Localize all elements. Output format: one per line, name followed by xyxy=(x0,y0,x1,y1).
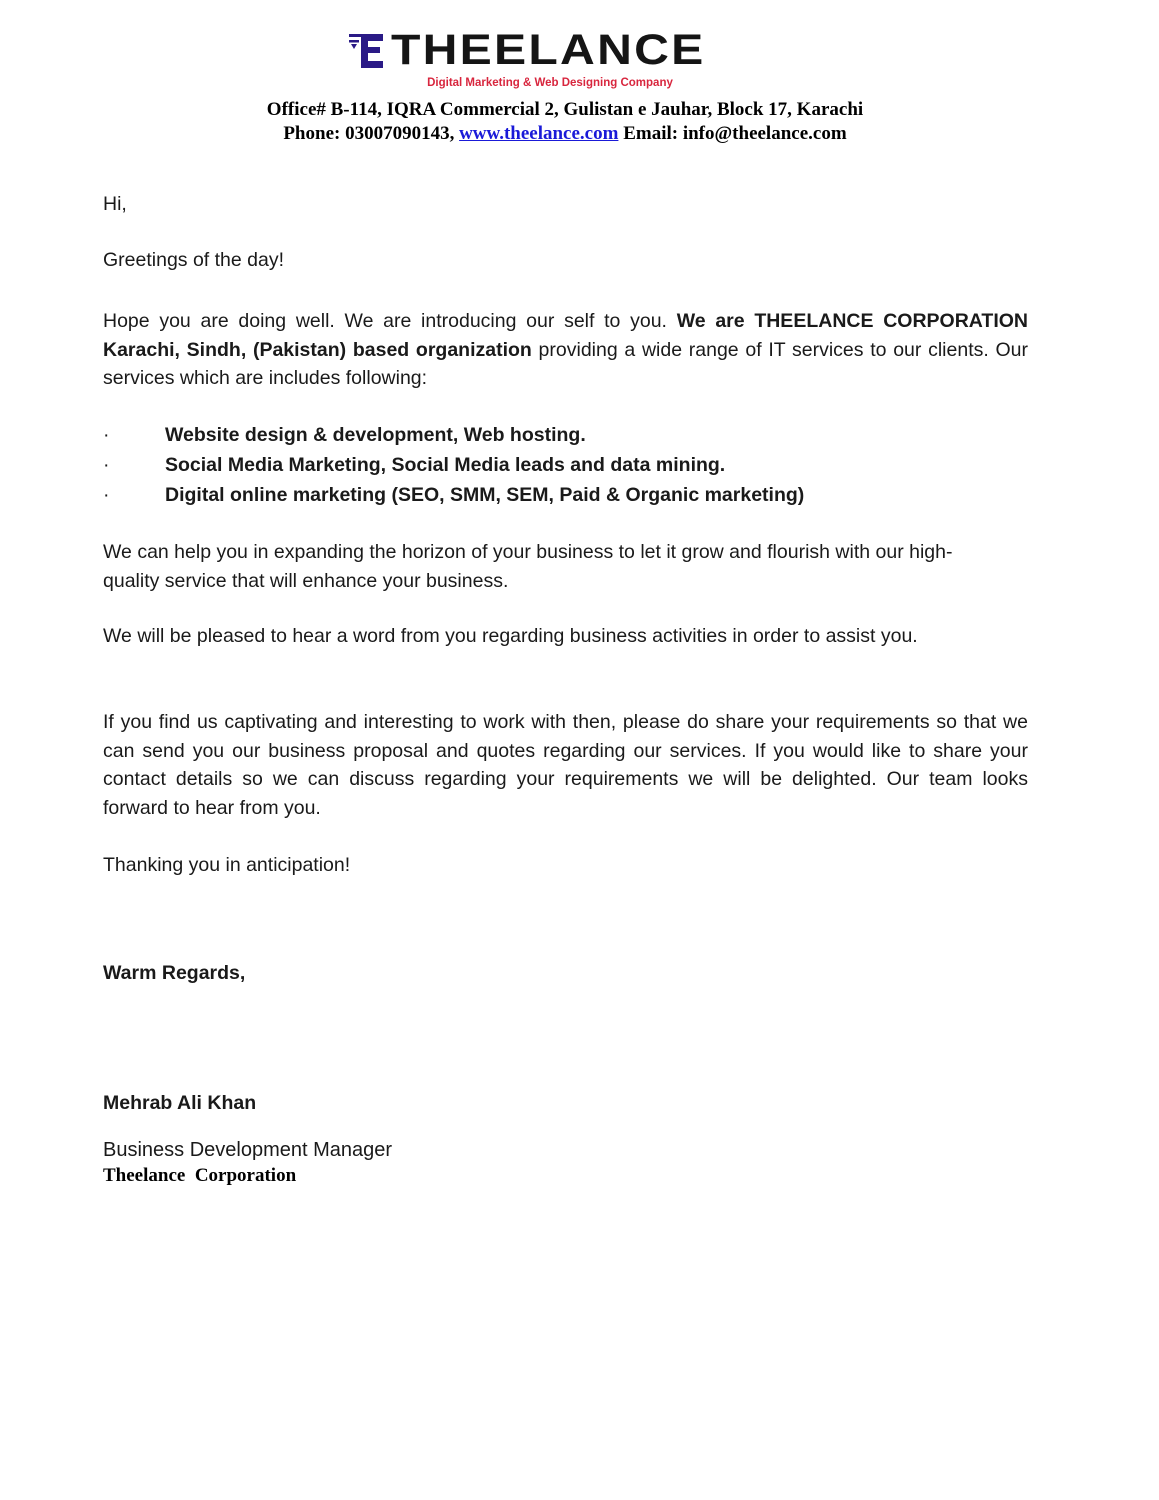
intro-lead: Hope you are doing well. We are introducing our self to you. xyxy=(103,310,677,332)
phone-number: Phone: 03007090143, xyxy=(283,123,455,144)
contact-line xyxy=(0,122,1130,146)
list-item xyxy=(103,450,1028,480)
logo-mark-icon xyxy=(347,30,387,70)
help-paragraph: We can help you in expanding the horizon of your business to let it grow and flourish with our high-quality service that will enhance your business. xyxy=(103,541,953,592)
email-address: Email: info@theelance.com xyxy=(623,123,847,144)
captivating-paragraph: If you find us captivating and interesting to work with then, please do share your requirements so that we can send you our business proposal and quotes regarding our services. If you would like to share your contact details so we can discuss regarding your requirements we will be delighted. Our team looks forward to hear from you. xyxy=(103,711,1028,819)
greeting: Greetings of the day! xyxy=(103,249,285,271)
thanks-line: Thanking you in anticipation! xyxy=(103,854,351,876)
signatory-name: Mehrab Ali Khan xyxy=(103,1092,257,1114)
intro-bold: We are THEELANCE CORPORATION Karachi, Sindh, (Pakistan) based organization xyxy=(103,310,1029,361)
signatory-company: Theelance Corporation xyxy=(103,1165,297,1186)
company-tagline: Digital Marketing & Web Designing Company xyxy=(427,77,673,89)
intro-paragraph xyxy=(103,307,1028,393)
list-item xyxy=(103,480,1028,510)
company-logo xyxy=(347,26,706,74)
bullet-icon: · xyxy=(103,424,110,446)
company-name: THEELANCE xyxy=(391,26,706,74)
list-item xyxy=(103,420,1028,450)
website-link[interactable]: www.theelance.com xyxy=(459,123,619,144)
services-list xyxy=(103,420,1028,510)
office-address: Office# B-114, IQRA Commercial 2, Gulistan e Jauhar, Block 17, Karachi xyxy=(266,99,864,120)
contact-block xyxy=(0,98,1130,146)
service-text: Website design & development, Web hosting. xyxy=(165,424,586,446)
pleased-paragraph: We will be pleased to hear a word from you regarding business activities in order to assist you. xyxy=(103,625,918,647)
closing-line: Warm Regards, xyxy=(103,962,246,984)
service-text: Digital online marketing (SEO, SMM, SEM, Paid & Organic marketing) xyxy=(165,484,805,506)
salutation: Hi, xyxy=(103,193,127,215)
intro-tail: providing a wide range of IT services to our clients. Our services which are includes following: xyxy=(103,338,1029,389)
signatory-title: Business Development Manager xyxy=(103,1139,393,1161)
bullet-icon: · xyxy=(103,454,110,476)
bullet-icon: · xyxy=(103,484,110,506)
service-text: Social Media Marketing, Social Media leads and data mining. xyxy=(165,454,726,476)
